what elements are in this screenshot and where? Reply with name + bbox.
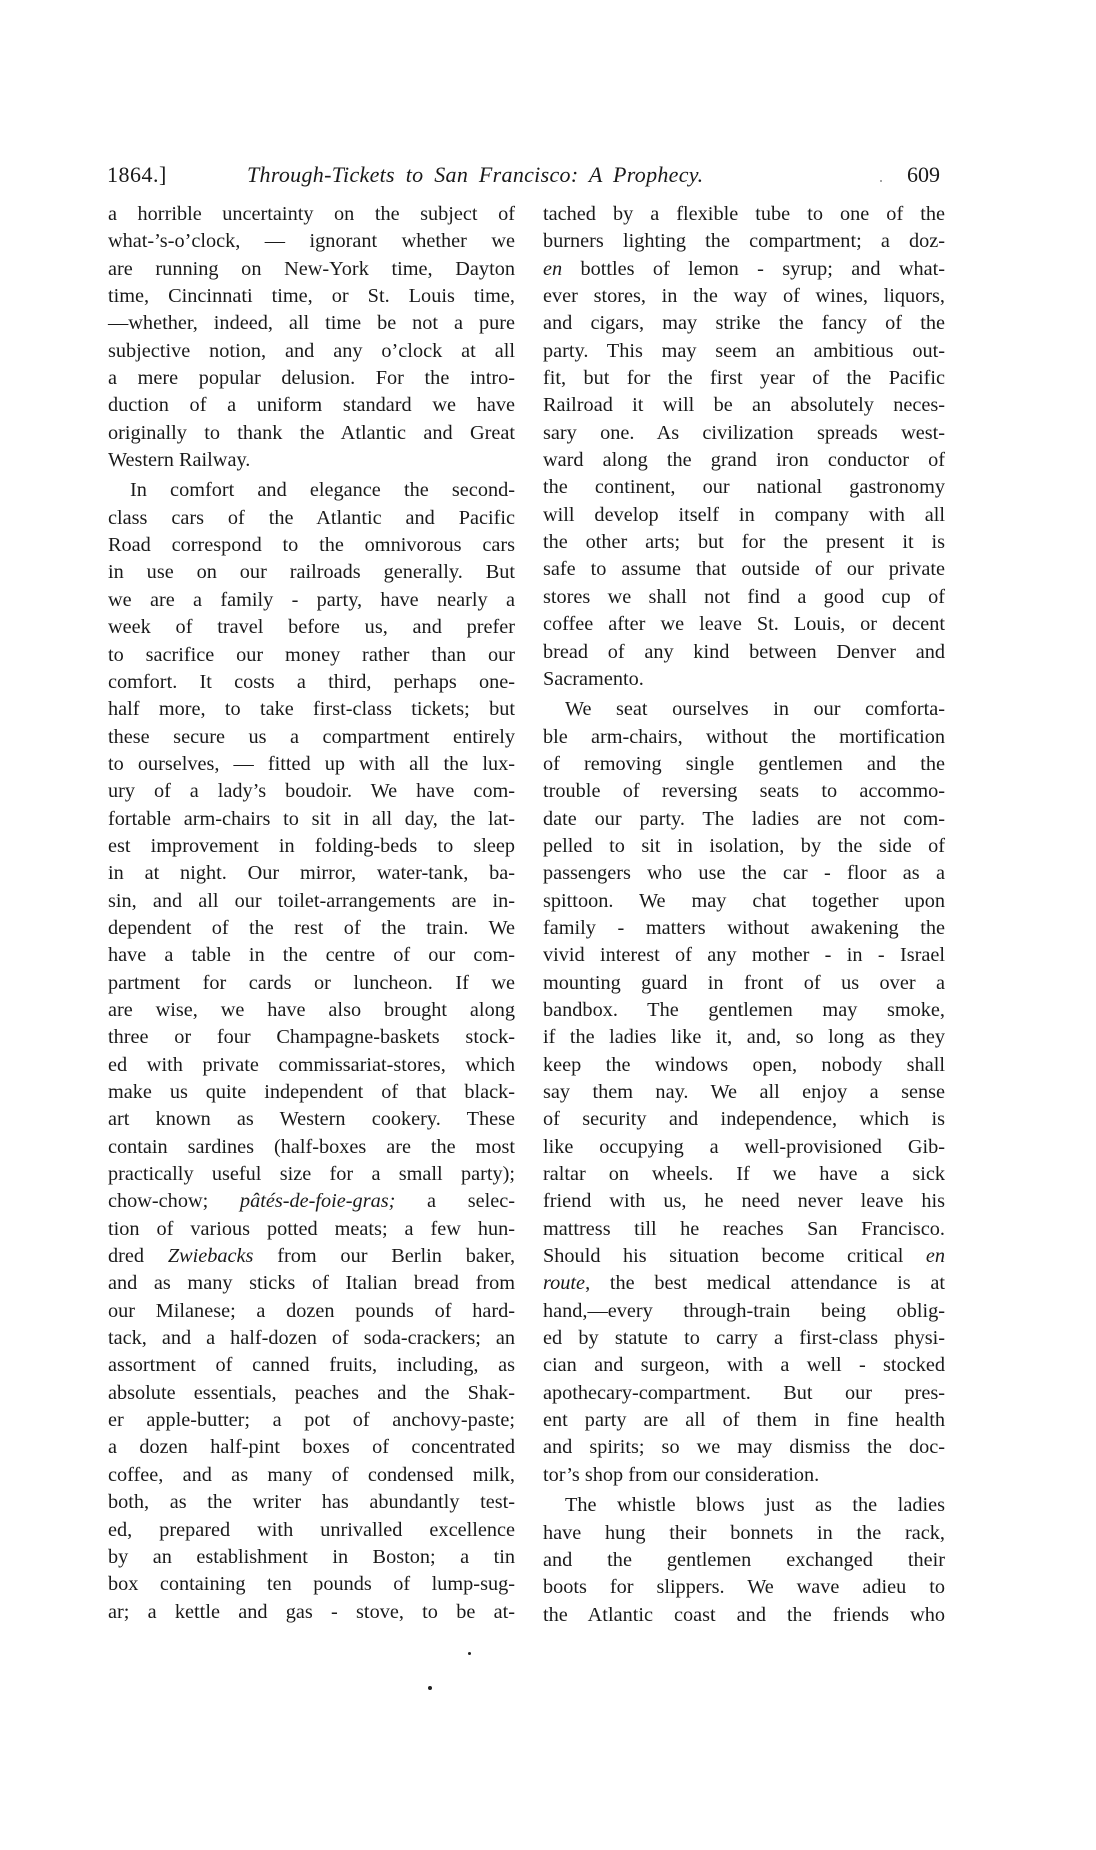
text-line: by an establishment in Boston; a tin xyxy=(108,1545,515,1568)
text-line: of removing single gentlemen and the xyxy=(543,752,945,775)
text-line: tion of various potted meats; a few hun- xyxy=(108,1217,515,1240)
text-line: the other arts; but for the present it is xyxy=(543,531,945,554)
text-line: passengers who use the car - floor as a xyxy=(543,862,945,885)
text-line: party. This may seem an ambitious out- xyxy=(543,339,945,362)
text-line: originally to thank the Atlantic and Great xyxy=(108,421,515,444)
text-line: ed by statute to carry a first-class physi- xyxy=(543,1327,945,1350)
text-line: keep the windows open, nobody shall xyxy=(543,1053,945,1076)
text-line: trouble of reversing seats to accommo- xyxy=(543,780,945,803)
text-line: mattress till he reaches San Francisco. xyxy=(543,1217,945,1240)
text-line: coffee after we leave St. Louis, or decent xyxy=(543,613,945,636)
text-line: ar; a kettle and gas - stove, to be at- xyxy=(108,1600,515,1623)
text-line: burners lighting the compartment; a doz- xyxy=(543,230,945,253)
text-line: tor’s shop from our consideration. xyxy=(543,1463,820,1486)
text-line: in use on our railroads generally. But xyxy=(108,561,515,584)
text-line: half more, to take first-class tickets; but xyxy=(108,698,515,721)
text-line: boots for slippers. We wave adieu to xyxy=(543,1576,945,1599)
text-line: duction of a uniform standard we have xyxy=(108,394,515,417)
text-line: —whether, indeed, all time be not a pure xyxy=(108,312,515,335)
text-line: class cars of the Atlantic and Pacific xyxy=(108,506,515,529)
text-line: to sacrifice our money rather than our xyxy=(108,643,515,666)
text-line: subjective notion, and any o’clock at all xyxy=(108,339,515,362)
paragraph-start-line: We seat ourselves in our comforta- xyxy=(565,698,945,721)
text-line: time, Cincinnati time, or St. Louis time, xyxy=(108,285,515,308)
text-line: en bottles of lemon - syrup; and what- xyxy=(543,257,945,280)
text-line: a horrible uncertainty on the subject of xyxy=(108,203,515,225)
text-line: will develop itself in company with all xyxy=(543,503,945,526)
left-column xyxy=(108,201,515,1626)
text-line: what-’s-o’clock, — ignorant whether we xyxy=(108,230,515,253)
text-line: week of travel before us, and prefer xyxy=(108,616,515,639)
text-line: both, as the writer has abundantly test- xyxy=(108,1491,515,1514)
text-line: practically useful size for a small party); xyxy=(108,1163,515,1186)
paragraph-start-line: The whistle blows just as the ladies xyxy=(565,1494,945,1517)
text-line: ed with private commissariat-stores, which xyxy=(108,1053,515,1076)
text-line: ed, prepared with unrivalled excellence xyxy=(108,1518,515,1541)
text-line: date our party. The ladies are not com- xyxy=(543,807,945,830)
text-line: comfort. It costs a third, perhaps one- xyxy=(108,670,515,693)
text-line: a mere popular delusion. For the intro- xyxy=(108,367,515,390)
text-line: dependent of the rest of the train. We xyxy=(108,916,515,939)
text-line: Sacramento. xyxy=(543,667,644,690)
text-line: and the gentlemen exchanged their xyxy=(543,1548,945,1571)
text-line: of security and independence, which is xyxy=(543,1108,945,1131)
print-speck xyxy=(468,1652,471,1655)
page-number: 609 xyxy=(907,162,940,187)
text-line: route, the best medical attendance is at xyxy=(543,1272,945,1295)
text-line: cian and surgeon, with a well - stocked xyxy=(543,1354,945,1377)
text-line: Western Railway. xyxy=(108,449,251,472)
text-line: and as many sticks of Italian bread from xyxy=(108,1272,515,1295)
text-line: if the ladies like it, and, so long as they xyxy=(543,1026,945,1049)
text-line: are running on New-York time, Dayton xyxy=(108,257,515,280)
text-line: ury of a lady’s boudoir. We have com- xyxy=(108,780,515,803)
text-line: hand,—every through-train being oblig- xyxy=(543,1299,945,1322)
text-line: and cigars, may strike the fancy of the xyxy=(543,312,945,335)
text-line: sin, and all our toilet-arrangements are in- xyxy=(108,889,515,912)
text-line: fit, but for the first year of the Pacific xyxy=(543,367,945,390)
text-line: contain sardines (half-boxes are the most xyxy=(108,1135,515,1158)
text-line: to ourselves, — fitted up with all the lux- xyxy=(108,752,515,775)
text-line: coffee, and as many of condensed milk, xyxy=(108,1463,515,1486)
text-line: have a table in the centre of our com- xyxy=(108,944,515,967)
text-line: say them nay. We all enjoy a sense xyxy=(543,1081,945,1103)
right-column xyxy=(543,201,945,1629)
text-line: are wise, we have also brought along xyxy=(108,998,515,1021)
text-line: partment for cards or luncheon. If we xyxy=(108,971,515,994)
running-head-year: 1864.] xyxy=(107,162,167,187)
text-line: these secure us a compartment entirely xyxy=(108,725,515,748)
text-line: bread of any kind between Denver and xyxy=(543,640,945,663)
text-line: and spirits; so we may dismiss the doc- xyxy=(543,1436,945,1459)
text-line: er apple-butter; a pot of anchovy-paste; xyxy=(108,1409,515,1432)
text-line: safe to assume that outside of our private xyxy=(543,558,945,581)
paragraph-start-line: In comfort and elegance the second- xyxy=(130,479,515,502)
text-line: friend with us, he need never leave his xyxy=(543,1190,945,1213)
text-line: family - matters without awakening the xyxy=(543,916,945,939)
text-line: vivid interest of any mother - in - Israel xyxy=(543,944,945,967)
text-line: bandbox. The gentlemen may smoke, xyxy=(543,998,945,1021)
text-line: a dozen half-pint boxes of concentrated xyxy=(108,1436,515,1459)
text-line: in at night. Our mirror, water-tank, ba- xyxy=(108,862,515,885)
running-head xyxy=(107,158,940,192)
text-line: Should his situation become critical en xyxy=(543,1245,945,1268)
print-speck xyxy=(880,180,882,182)
text-line: the continent, our national gastronomy xyxy=(543,476,945,499)
text-line: our Milanese; a dozen pounds of hard- xyxy=(108,1299,515,1322)
text-line: chow-chow; pâtés-de-foie-gras; a selec- xyxy=(108,1190,515,1213)
text-line: we are a family - party, have nearly a xyxy=(108,588,515,611)
text-line: assortment of canned fruits, including, as xyxy=(108,1354,515,1377)
text-line: art known as Western cookery. These xyxy=(108,1108,515,1131)
text-line: est improvement in folding-beds to sleep xyxy=(108,834,515,857)
text-line: dred Zwiebacks from our Berlin baker, xyxy=(108,1245,516,1268)
text-line: Road correspond to the omnivorous cars xyxy=(108,534,515,557)
text-line: mounting guard in front of us over a xyxy=(543,971,945,994)
print-speck xyxy=(428,1686,432,1690)
text-line: three or four Champagne-baskets stock- xyxy=(108,1026,515,1049)
text-line: tack, and a half-dozen of soda-crackers; an xyxy=(108,1327,515,1350)
text-line: have hung their bonnets in the rack, xyxy=(543,1521,945,1544)
text-line: Railroad it will be an absolutely neces- xyxy=(543,394,945,417)
text-line: tached by a flexible tube to one of the xyxy=(543,203,945,225)
text-line: spittoon. We may chat together upon xyxy=(543,889,945,912)
text-line: box containing ten pounds of lump-sug- xyxy=(108,1573,515,1596)
text-line: pelled to sit in isolation, by the side of xyxy=(543,834,945,857)
text-line: make us quite independent of that black- xyxy=(108,1081,515,1103)
text-line: ble arm-chairs, without the mortification xyxy=(543,725,945,748)
text-line: ward along the grand iron conductor of xyxy=(543,449,945,472)
text-line: fortable arm-chairs to sit in all day, the lat- xyxy=(108,807,515,830)
running-head-title: Through-Tickets to San Francisco: A Prophecy. xyxy=(247,162,704,187)
text-line: apothecary-compartment. But our pres- xyxy=(543,1381,945,1404)
text-line: absolute essentials, peaches and the Shak- xyxy=(108,1381,515,1404)
text-line: ever stores, in the way of wines, liquors, xyxy=(543,285,945,308)
text-line: the Atlantic coast and the friends who xyxy=(543,1603,945,1626)
text-line: ent party are all of them in fine health xyxy=(543,1409,945,1432)
text-line: like occupying a well-provisioned Gib- xyxy=(543,1135,945,1158)
text-line: stores we shall not find a good cup of xyxy=(543,585,945,608)
text-line: raltar on wheels. If we have a sick xyxy=(543,1163,945,1186)
text-line: sary one. As civilization spreads west- xyxy=(543,421,945,444)
